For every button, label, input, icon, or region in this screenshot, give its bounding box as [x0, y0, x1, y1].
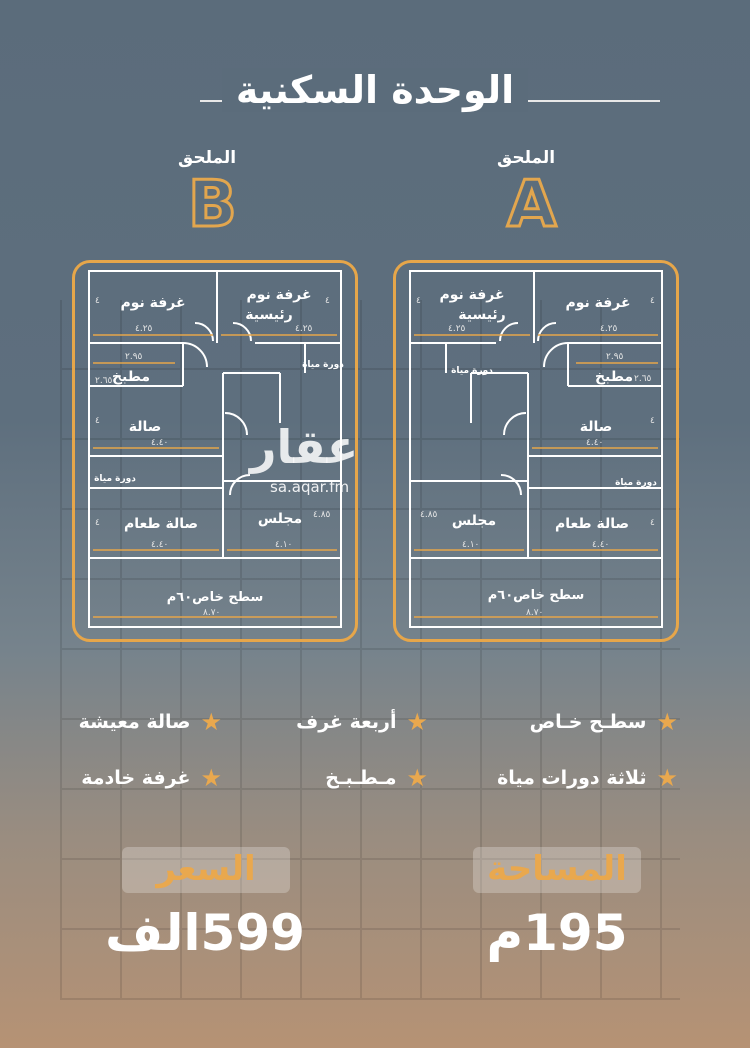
plan-a-room-dining: صالة طعام: [554, 516, 630, 532]
plan-b-dim-5: ٤.٤٠: [151, 438, 169, 448]
plan-a-room-bedroom: غرفة نوم: [565, 295, 631, 311]
star-icon: ★: [406, 764, 428, 792]
plan-a-room-roof: سطح خاص٦٠م: [487, 588, 585, 603]
plan-b-dim-4: ٢.٦٥: [95, 376, 113, 386]
plan-a-dim-10: ٤: [650, 296, 655, 306]
plan-b-room-majlis: مجلس: [257, 511, 303, 527]
feature-label: ثلاثة دورات مياة: [497, 767, 647, 789]
plan-b-room-bathroom: دورة مياة: [94, 474, 136, 484]
plan-b-dim-8: ٤.٨٥: [313, 510, 331, 520]
plan-a-dim-6: ٤.٤٠: [592, 540, 610, 550]
plan-b-dim-2: ٤.٢٥: [295, 324, 313, 334]
plan-a-dim-11: ٤: [650, 416, 655, 426]
title-bar: [0, 68, 750, 126]
plan-b-room-dining: صالة طعام: [123, 516, 199, 532]
feature-label: مـطـبـخ: [325, 767, 397, 789]
plan-b-dim-13: ٤: [325, 296, 330, 306]
feature-private-roof: [530, 708, 678, 736]
feature-three-bathrooms: [497, 764, 678, 792]
watermark-url: sa.aqar.fm: [270, 478, 350, 496]
feature-label: صالة معيشة: [78, 711, 191, 733]
plan-a-dim-9: ٨.٧٠: [526, 608, 544, 618]
price-value: 599الف: [105, 904, 305, 962]
plan-a-dim-7: ٤.١٠: [462, 540, 480, 550]
plan-a-room-master-1: غرفة نوم: [439, 287, 505, 303]
plan-b-room-master-1: غرفة نوم: [246, 287, 312, 303]
star-icon: ★: [200, 708, 222, 736]
area-value: 195م: [486, 904, 628, 962]
feature-label: أربعة غرف: [296, 711, 397, 733]
plan-b-dim-1: ٤.٢٥: [135, 324, 153, 334]
plan-a-dim-2: ٤.٢٥: [600, 324, 618, 334]
plan-b-room-bedroom: غرفة نوم: [120, 295, 186, 311]
plan-a-room-bathroom: دورة مياة: [615, 478, 657, 488]
watermark-logo: عقار: [250, 420, 359, 474]
plan-b-dim-7: ٤.١٠: [275, 540, 293, 550]
page-title: الوحدة السكنية: [222, 68, 528, 112]
star-icon: ★: [656, 764, 678, 792]
plan-a-room-hall: صالة: [579, 419, 613, 435]
plan-a-room-kitchen: مطبخ: [594, 369, 634, 385]
feature-kitchen: [325, 764, 428, 792]
plan-a-room-majlis: مجلس: [451, 513, 497, 529]
area-label: المساحة: [473, 847, 641, 893]
plan-b-dim-10: ٤: [95, 296, 100, 306]
plan-a-dim-5: ٤.٤٠: [586, 438, 604, 448]
plan-a-dim-4: ٢.٦٥: [634, 374, 652, 384]
plan-b-dim-12: ٤: [95, 518, 100, 528]
plan-a-dim-3: ٢.٩٥: [606, 352, 624, 362]
plan-a-dim-12: ٤: [650, 518, 655, 528]
floor-plan-a-drawing: [396, 263, 676, 639]
plan-b-room-roof: سطح خاص٦٠م: [166, 590, 264, 605]
star-icon: ★: [406, 708, 428, 736]
annex-b-label: الملحق: [178, 148, 237, 168]
plan-a-dim-1: ٤.٢٥: [448, 324, 466, 334]
plan-b-dim-6: ٤.٤٠: [151, 540, 169, 550]
plan-b-dim-9: ٨.٧٠: [203, 608, 221, 618]
plan-a-dim-8: ٤.٨٥: [420, 510, 438, 520]
plan-a-dim-13: ٤: [416, 296, 421, 306]
plan-b-dim-3: ٢.٩٥: [125, 352, 143, 362]
annex-a-letter: A: [507, 168, 557, 242]
feature-living-hall: [79, 708, 222, 736]
plan-a-room-bathroom-2: دورة مياة: [451, 366, 493, 376]
feature-four-rooms: [296, 708, 428, 736]
feature-label: غرفة خادمة: [81, 767, 191, 789]
annex-b-letter: B: [188, 168, 237, 242]
annex-a-label: الملحق: [497, 148, 556, 168]
plan-b-room-master-2: رئيسية: [245, 307, 293, 323]
star-icon: ★: [656, 708, 678, 736]
price-label: السعر: [122, 847, 290, 893]
plan-b-room-bathroom-2: دورة مياة: [302, 360, 344, 370]
floor-plan-a: [393, 260, 679, 642]
plan-b-dim-11: ٤: [95, 416, 100, 426]
plan-b-room-hall: صالة: [128, 419, 162, 435]
plan-a-room-master-2: رئيسية: [458, 307, 506, 323]
plan-b-room-kitchen: مطبخ: [111, 369, 151, 385]
star-icon: ★: [200, 764, 222, 792]
feature-label: سطـح خـاص: [529, 711, 647, 733]
feature-maid-room: [81, 764, 222, 792]
